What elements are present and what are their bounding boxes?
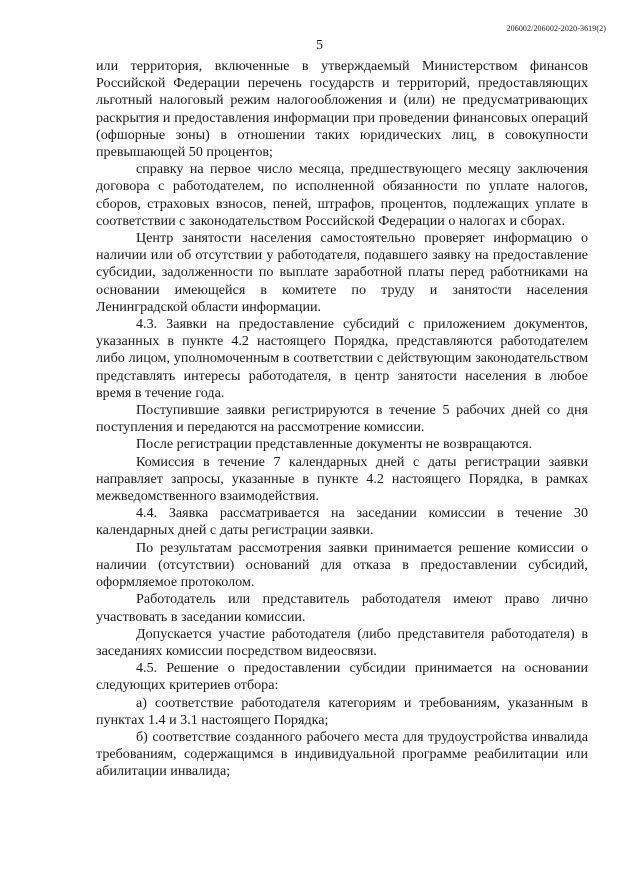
document-code: 206002/206002-2020-3619(2) <box>506 24 606 33</box>
paragraph-offshore-continuation: или территория, включенные в утверждаемый Министерством финансов Российской Федерации перечень государств и территорий, предоставляющих льготный налоговый режим налогообложения и (или) не предусматривающих раскрытия и предоставления информации при проведении финансовых операций (офшорные зоны) в отношении таких юридических лиц, в совокупности превышающей 50 процентов; <box>96 58 588 161</box>
paragraph-documents-not-returned: После регистрации представленные документы не возвращаются. <box>136 436 533 453</box>
paragraph-employment-center-check: Центр занятости населения самостоятельно проверяет информацию о наличии или об отсутствии у работодателя, подавшего заявку на предоставление субсидии, задолженности по выплате заработной платы перед работниками на основании имеющейся в комитете по труду и занятости населения Ленинградской области информации. <box>96 230 588 315</box>
paragraph-commission-decision: По результатам рассмотрения заявки принимается решение комиссии о наличии (отсутствии) оснований для отказа в предоставлении субсидий, оформляемое протоколом. <box>96 539 588 591</box>
paragraph-4-5: 4.5. Решение о предоставлении субсидии принимается на основании следующих критериев отбора: <box>96 660 588 694</box>
paragraph-criterion-b: б) соответствие созданного рабочего места для трудоустройства инвалида требованиям, содержащимся в индивидуальной программе реабилитации или абилитации инвалида; <box>96 728 588 780</box>
paragraph-employer-participation: Работодатель или представитель работодателя имеют право лично участвовать в заседании комиссии. <box>96 591 588 625</box>
paragraph-video-participation: Допускается участие работодателя (либо представителя работодателя) в заседаниях комиссии посредством видеосвязи. <box>96 625 588 659</box>
paragraph-registration-period: Поступившие заявки регистрируются в течение 5 рабочих дней со дня поступления и передаются на рассмотрение комиссии. <box>96 402 588 436</box>
document-body <box>96 58 588 781</box>
paragraph-4-4: 4.4. Заявка рассматривается на заседании комиссии в течение 30 календарных дней с даты регистрации заявки. <box>96 505 588 539</box>
paragraph-commission-requests: Комиссия в течение 7 календарных дней с даты регистрации заявки направляет запросы, указанные в пункте 4.2 настоящего Порядка, в рамках межведомственного взаимодействия. <box>96 453 588 505</box>
page-number: 5 <box>316 38 323 53</box>
paragraph-criterion-a: а) соответствие работодателя категориям и требованиям, указанным в пунктах 1.4 и 3.1 настоящего Порядка; <box>96 694 588 728</box>
paragraph-4-3: 4.3. Заявки на предоставление субсидий с приложением документов, указанных в пункте 4.2 настоящего Порядка, представляются работодателем либо лицом, уполномоченным в соответствии с действующим законодательством представлять интересы работодателя, в центр занятости населения в любое время в течение года. <box>96 316 588 401</box>
paragraph-tax-certificate: справку на первое число месяца, предшествующего месяцу заключения договора с работодателем, по исполненной обязанности по уплате налогов, сборов, страховых взносов, пеней, штрафов, процентов, подлежащих уплате в соответствии с законодательством Российской Федерации о налогах и сборах. <box>96 161 588 229</box>
